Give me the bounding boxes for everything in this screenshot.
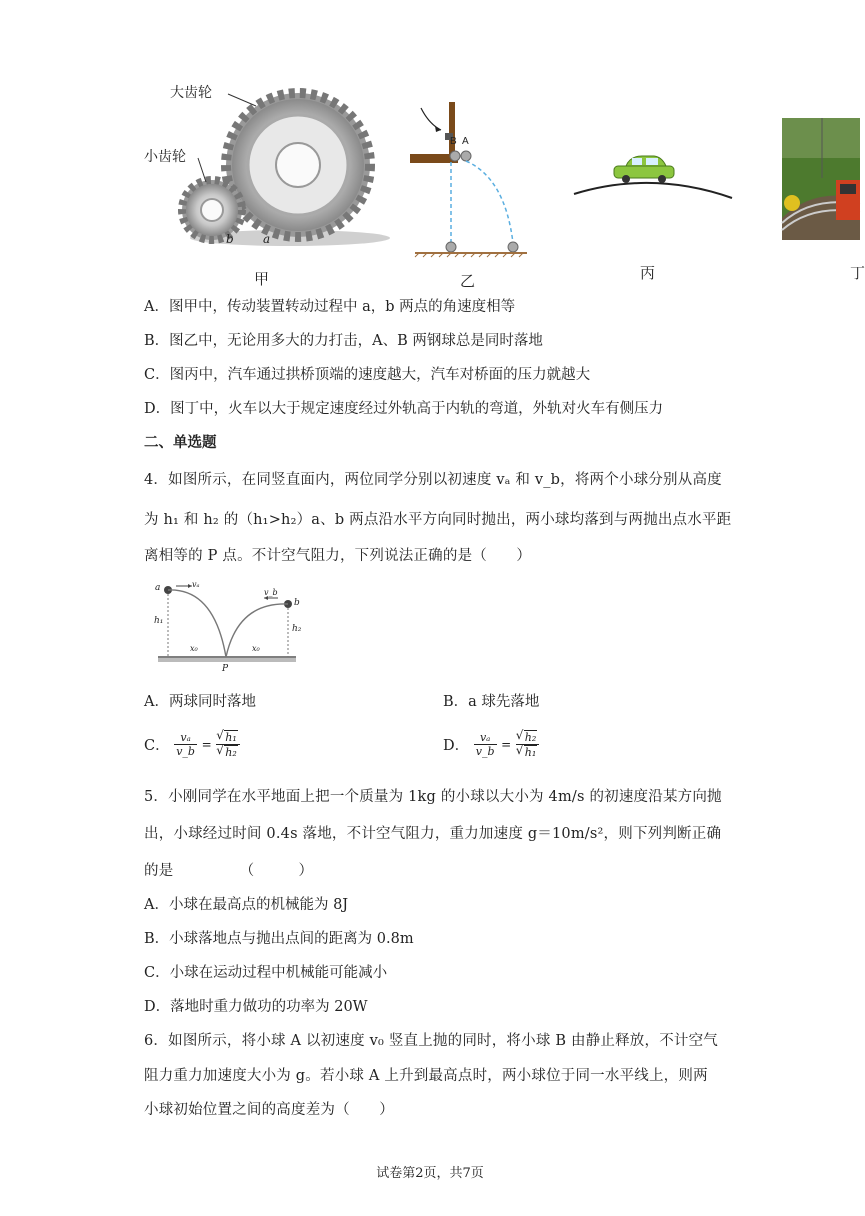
q4-option-a: A．两球同时落地 [144, 694, 256, 710]
q6-stem-line3: 小球初始位置之间的高度差为（ ） [144, 1102, 394, 1118]
ball-label-a: A [462, 136, 469, 147]
car-on-arch-bridge [570, 148, 735, 208]
q4-projectile-figure [152, 580, 302, 680]
fig-label-x0-right: x₀ [252, 644, 260, 653]
q5-option-b: B．小球落地点与抛出点间的距离为 0.8m [144, 931, 414, 947]
big-gear-label: 大齿轮 [170, 85, 212, 101]
fig-label-a: a [155, 583, 161, 593]
q4-option-d-lhs: $\frac{\text{vₐ}}{v\_b}$ [475, 731, 495, 758]
figure-bing-car [570, 148, 735, 208]
big-gear-shape [226, 93, 370, 237]
fig-label-b: b [294, 598, 300, 608]
q6-stem-line1: 6．如图所示，将小球 A 以初速度 v₀ 竖直上抛的同时，将小球 B 由静止释放，不计空气 [144, 1033, 719, 1049]
small-gear-shape [182, 180, 242, 240]
q3-option-c: C．图丙中，汽车通过拱桥顶端的速度越大，汽车对桥面的压力就越大 [144, 367, 591, 383]
q4-option-c: C． $\frac{\text{vₐ}}{v\_b}$ = √ h₁ √ h₂ [144, 730, 240, 759]
q4-option-d-rhs: √ h₂ √ h₁ [516, 730, 540, 759]
q3-option-a: A．图甲中，传动装置转动过程中 a，b 两点的角速度相等 [144, 299, 516, 315]
q3-option-d: D．图丁中，火车以大于规定速度经过外轨高于内轨的弯道，外轨对火车有侧压力 [144, 401, 664, 417]
q5-option-a: A．小球在最高点的机械能为 8J [144, 897, 349, 913]
q4-option-d-prefix: D． [443, 738, 470, 754]
q5-option-d: D．落地时重力做功的功率为 20W [144, 999, 368, 1015]
train-photo [782, 118, 860, 240]
q3-option-b: B．图乙中，无论用多大的力打击，A、B 两钢球总是同时落地 [144, 333, 543, 349]
ball-label-b: B [450, 136, 457, 147]
fig-label-h1: h₁ [154, 616, 164, 626]
figure-yi-balls [405, 98, 530, 263]
q6-stem-line2: 阻力重力加速度大小为 g。若小球 A 上升到最高点时，两小球位于同一水平线上，则两 [144, 1068, 708, 1084]
section-title: 二、单选题 [144, 434, 217, 451]
q5-stem-line2: 出，小球经过时间 0.4s 落地，不计空气阻力，重力加速度 g＝10m/s²，则下列判断正确 [144, 826, 722, 842]
q4-option-b: B．a 球先落地 [443, 694, 540, 710]
caption-jia: 甲 [254, 270, 270, 288]
figure-jia-gears [140, 80, 390, 255]
figure-ding-train-photo [782, 118, 860, 240]
fig-label-x0-left: x₀ [190, 644, 198, 653]
q5-stem-line3: 的是 （ ） [144, 863, 314, 879]
q4-option-c-rhs: √ h₁ √ h₂ [216, 730, 240, 759]
small-gear-label: 小齿轮 [144, 149, 186, 165]
gear-point-b: b [226, 232, 234, 246]
q4-stem-line1: 4．如图所示，在同竖直面内，两位同学分别以初速度 vₐ 和 v_b，将两个小球分别从高度 [144, 472, 722, 488]
fig-label-va: vₐ [192, 580, 200, 589]
caption-yi: 乙 [460, 272, 476, 290]
q4-stem-line2: 为 h₁ 和 h₂ 的（h₁>h₂）a、b 两点沿水平方向同时抛出，两小球均落到与两抛出点水平距 [144, 512, 732, 528]
fig-label-h2: h₂ [292, 624, 302, 634]
fig-label-p: P [222, 664, 229, 674]
q5-stem-line1: 5．小刚同学在水平地面上把一个质量为 1kg 的小球以大小为 4m/s 的初速度沿某方向抛 [144, 789, 722, 805]
q4-stem-line3: 离相等的 P 点。不计空气阻力，下列说法正确的是（ ） [144, 548, 532, 564]
car-shape [614, 156, 674, 183]
fig-label-vb: v_b [264, 588, 278, 597]
balls-apparatus [405, 98, 530, 263]
q4-option-c-lhs: $\frac{\text{vₐ}}{v\_b}$ [176, 731, 195, 758]
q4-option-c-prefix: C． [144, 738, 170, 754]
q4-option-d: D． $\frac{\text{vₐ}}{v\_b}$ = √ h₂ √ h₁ [443, 730, 539, 759]
page-footer: 试卷第2页，共7页 [376, 1166, 484, 1181]
gears-illustration [140, 80, 390, 255]
caption-bing: 丙 [640, 264, 656, 282]
q5-option-c: C．小球在运动过程中机械能可能减小 [144, 965, 388, 981]
gear-point-a: a [263, 232, 271, 246]
caption-ding: 丁 [850, 264, 865, 282]
